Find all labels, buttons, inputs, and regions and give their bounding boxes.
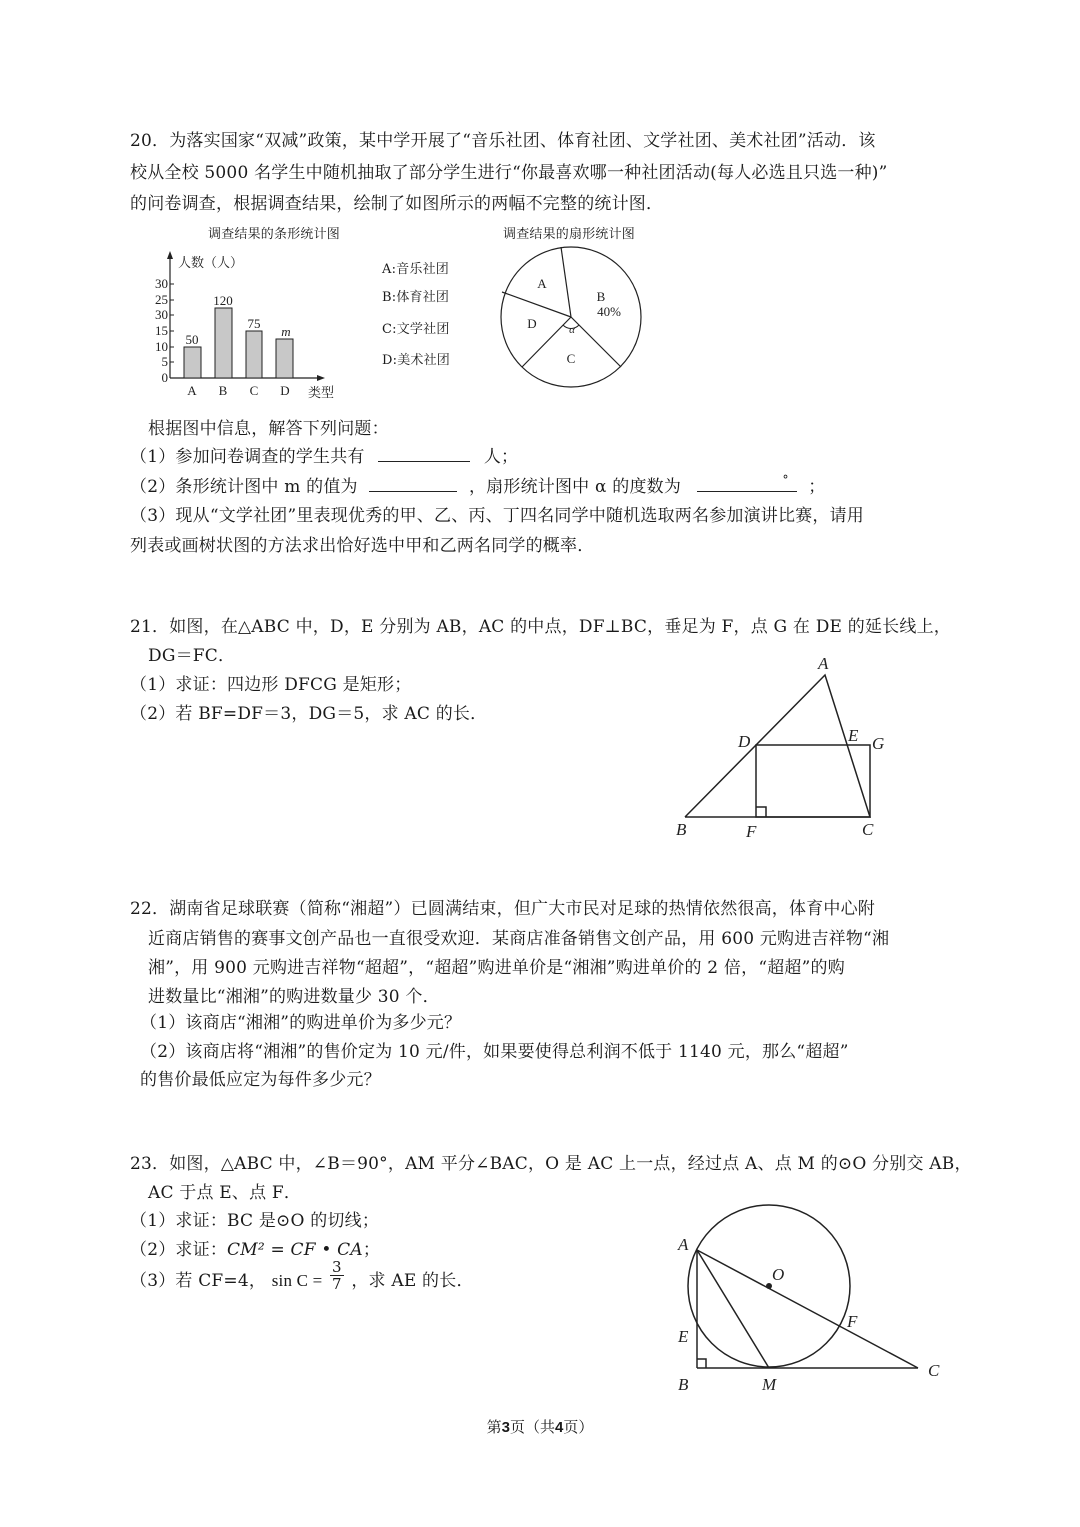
label-F: F [847,1312,858,1331]
pie-label-B: B [596,289,606,304]
page-number: 3 [501,1419,510,1436]
q23-line-2: AC 于点 E、点 F． [148,1183,302,1203]
q20-line-2: 校从全校 5000 名学生中随机抽取了部分学生进行“你最喜欢哪一种社团活动(每人必选且只选一种)” [130,163,888,183]
pie-label-A: A [537,276,547,291]
q21-sub2: （2）若 BF=DF＝3，DG＝5，求 AC 的长． [130,704,488,724]
y-tick: 10 [155,339,168,354]
q20-line-3: 的问卷调查，根据调查结果，绘制了如图所示的两幅不完整的统计图． [130,194,664,214]
q23-sub2-end: ； [362,1240,381,1260]
bar-A [184,347,201,378]
footer-post: 页） [563,1418,594,1436]
label-O: O [772,1265,785,1284]
page-total: 4 [555,1419,564,1436]
q23-sub3-text: （3）若 CF=4， [130,1271,267,1291]
answer-blank-1[interactable] [378,447,470,462]
x-axis-label: 类型 [308,385,335,400]
bar-label-D: m [281,324,291,339]
label-C: C [928,1361,940,1380]
x-cat-D: D [280,383,290,398]
x-cat-C: C [249,383,259,398]
pie-label-B-pct: 40% [597,304,621,319]
label-E: E [848,726,859,745]
y-tick: 15 [155,323,168,338]
fraction-3-7 [330,1259,344,1292]
q20-sub1 [130,446,518,468]
q23-formula: CM² = CF • CA [227,1240,363,1260]
label-B: B [678,1375,689,1394]
pie-label-D: D [527,316,537,331]
pie-label-C: C [566,351,576,366]
label-A: A [818,654,829,673]
x-cat-A: A [187,383,197,398]
fraction-numerator: 3 [331,1258,342,1276]
degree-sign: ° [782,473,789,487]
q20-sub3-line-1: （3）现从“文学社团”里表现优秀的甲、乙、丙、丁四名同学中随机选取两名参加演讲比赛，请用 [130,506,864,526]
q23-figure [660,1190,960,1400]
q22-line-2: 近商店销售的赛事文创产品也一直很受欢迎．某商店准备销售文创产品，用 600 元购进吉祥物“湘 [148,929,890,949]
q22-sub1: （1）该商店“湘湘”的购进单价为多少元？ [140,1013,462,1033]
q20-sub2-text: （2）条形统计图中 m 的值为 [130,477,358,497]
bar-B [215,308,232,378]
legend-D: D:美术社团 [382,353,451,368]
legend-B: B:体育社团 [382,290,450,305]
q20-intro: 根据图中信息，解答下列问题： [148,419,389,439]
q20-sub2-mid: ，扇形统计图中 α 的度数为 [468,477,682,497]
q20-sub3-line-2: 列表或画树状图的方法求出恰好选中甲和乙两名同学的概率． [130,536,595,556]
label-A: A [678,1235,689,1254]
y-tick: 30 [155,276,168,291]
q23-sub3-end: ，求 AE 的长． [351,1271,474,1291]
bar-D [276,339,293,378]
q21-line-1: 21．如图，在△ABC 中，D，E 分别为 AB，AC 的中点，DF⊥BC，垂足为 F，点 G 在 DE 的延长线上， [130,617,951,637]
legend-C: C:文学社团 [382,322,450,337]
q23-sub2-text: （2）求证： [130,1240,228,1260]
footer-pre: 第 [486,1418,502,1436]
q22-line-4: 进数量比“湘湘”的购进数量少 30 个． [148,987,440,1007]
q20-sub1-unit: 人； [483,447,519,467]
q23-line-1: 23．如图，△ABC 中，∠B＝90°，AM 平分∠BAC，O 是 AC 上一点，经过点 A、点 M 的⊙O 分别交 AB， [130,1154,972,1174]
bar-label-A: 50 [185,332,199,347]
footer-mid: 页（共 [509,1418,555,1436]
legend-A: A:音乐社团 [382,262,449,277]
x-cat-B: B [218,383,228,398]
y-tick: 0 [161,370,168,385]
label-G: G [872,734,885,753]
q23-sub1: （1）求证：BC 是⊙O 的切线； [130,1211,380,1231]
y-tick: 30 [155,307,168,322]
label-E: E [678,1327,689,1346]
q21-figure [660,645,900,845]
q20-sub2 [130,473,826,498]
bar-label-C: 75 [247,316,261,331]
answer-blank-3[interactable] [697,473,797,492]
label-F: F [746,822,757,841]
y-tick: 5 [161,354,168,369]
bar-C [246,331,262,378]
sin-c: sin C = [271,1271,323,1290]
pie-label-alpha: α [569,324,575,336]
q20-sub1-text: （1）参加问卷调查的学生共有 [130,447,365,467]
q22-line-3: 湘”，用 900 元购进吉祥物“超超”，“超超”购进单价是“湘湘”购进单价的 2 倍，“超超”的购 [148,958,845,978]
q21-line-2: DG＝FC． [148,646,236,666]
label-C: C [862,820,874,839]
q22-sub2-line-1: （2）该商店将“湘湘”的售价定为 10 元/件，如果要使得总利润不低于 1140 元，那么“超超” [140,1042,849,1062]
page-footer [0,1416,1080,1437]
label-M: M [762,1375,777,1394]
pie-chart [495,245,655,390]
q20-sub2-end: ； [808,477,826,497]
answer-blank-2[interactable] [369,477,457,492]
q22-line-1: 22．湖南省足球联赛（简称“湘超”）已圆满结束，但广大市民对足球的热情依然很高，体育中心附 [130,899,876,919]
y-axis-label: 人数（人） [178,255,244,270]
q23-sub2 [130,1239,380,1261]
label-B: B [676,820,687,839]
bar-chart-title: 调查结果的条形统计图 [208,227,341,242]
q20-line-1: 20．为落实国家“双减”政策，某中学开展了“音乐社团、体育社团、文学社团、美术社团”活动．该 [130,131,876,151]
q22-sub2-line-2: 的售价最低应定为每件多少元？ [140,1070,381,1090]
bar-label-B: 120 [213,293,233,308]
q23-sub3 [130,1258,474,1310]
q21-sub1: （1）求证：四边形 DFCG 是矩形； [130,675,412,695]
bar-chart [140,245,350,405]
pie-chart-title: 调查结果的扇形统计图 [503,227,636,242]
y-tick: 25 [155,292,168,307]
label-D: D [738,732,751,751]
fraction-denominator: 7 [331,1275,342,1293]
